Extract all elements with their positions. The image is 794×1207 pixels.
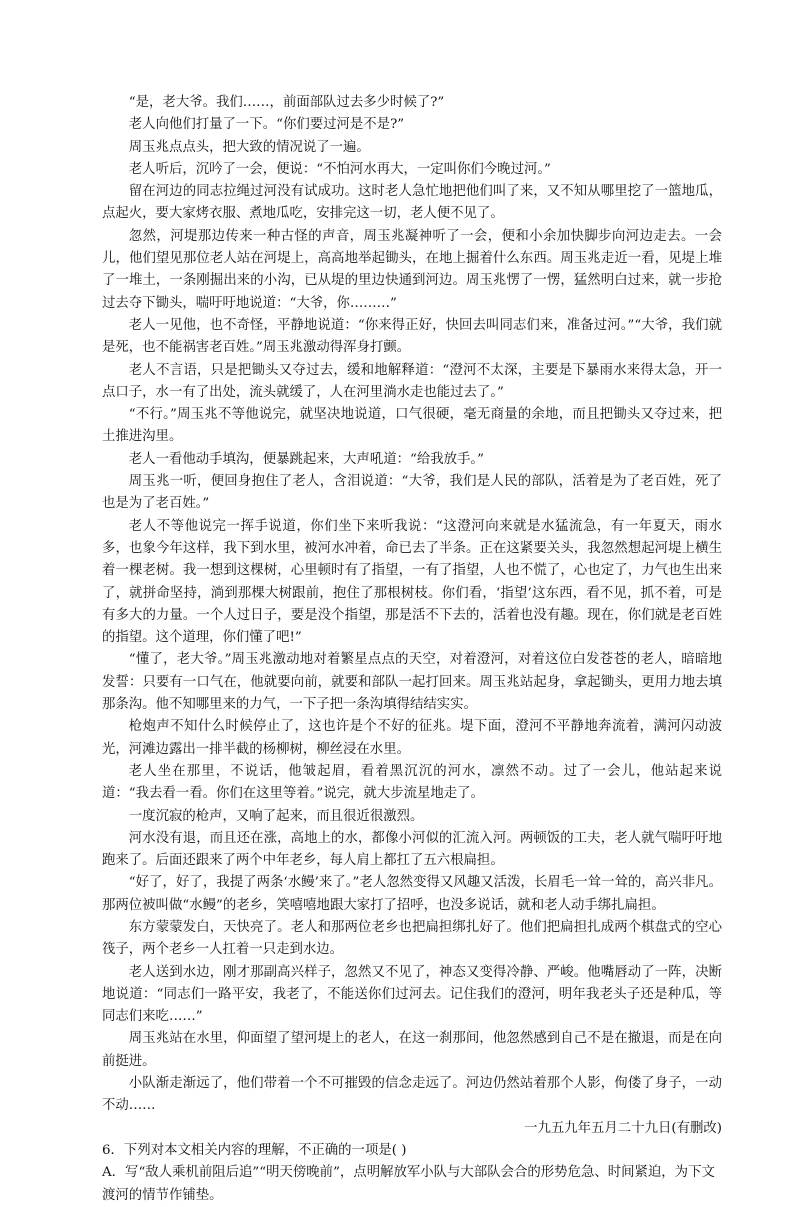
paragraph: 周玉兆站在水里，仰面望了望河堤上的老人，在这一刹那间，他忽然感到自己不是在撤退，而是在向前挺进。 bbox=[102, 1031, 722, 1069]
question-stem: 6．下列对本文相关内容的理解，不正确的一项是( ) bbox=[102, 1142, 407, 1158]
paragraph: 老人一看他动手填沟，便暴跳起来，大声吼道：“给我放手。” bbox=[128, 451, 484, 467]
paragraph: 河水没有退，而且还在涨，高地上的水，都像小河似的汇流入河。两顿饭的工夫，老人就气喘吁吁地跑来了。后面还跟来了两个中年老乡，每人肩上都扛了五六根扁担。 bbox=[102, 830, 722, 869]
date-note: 一九五九年五月二十九日(有删改) bbox=[524, 1120, 722, 1136]
paragraph: “不行。”周玉兆不等他说完，就坚决地说道，口气很硬，毫无商量的余地，而且把锄头又夺过来，把土推进沟里。 bbox=[102, 407, 722, 445]
paragraph: 周玉兆点点头，把大致的情况说了一遍。 bbox=[128, 139, 370, 155]
paragraph: 老人一见他，也不奇怪，平静地说道：“你来得正好，快回去叫同志们来，准备过河。”“大爷，我们就是死，也不能祸害老百姓。”周玉兆激动得浑身打颤。 bbox=[102, 317, 722, 356]
paragraph: 老人向他们打量了一下。“你们要过河是不是?” bbox=[128, 117, 405, 133]
paragraph: “好了，好了，我提了两条‘水鳗’来了。”老人忽然变得又风趣又活泼，长眉毛一耸一耸的，高兴非凡。那两位被叫做“水鳗”的老乡，笑嘻嘻地跟大家打了招呼，也没多说话，就和老人动手绑扎扁担。 bbox=[102, 875, 722, 913]
paragraph: 东方蒙蒙发白，天快亮了。老人和那两位老乡也把扁担绑扎好了。他们把扁担扎成两个棋盘式的空心筏子，两个老乡一人扛着一只走到水边。 bbox=[102, 919, 722, 958]
question-option-a: A．写“敌人乘机前阻后追”“明天傍晚前”，点明解放军小队与大部队会合的形势危急、时间紧迫，为下文渡河的情节作铺垫。 bbox=[102, 1165, 715, 1203]
paragraph: “懂了，老大爷。”周玉兆激动地对着繁星点点的天空，对着澄河，对着这位白发苍苍的老人，暗暗地发誓：只要有一口气在，他就要向前，就要和部队一起打回来。周玉兆站起身，拿起锄头，更用力地去填那条沟。他不知哪里来的力气，一下子把一条沟填得结结实实。 bbox=[102, 652, 722, 713]
paragraph: 老人不等他说完一挥手说道，你们坐下来听我说：“这澄河向来就是水猛流急，有一年夏天，雨水多，也象今年这样，我下到水里，被河水冲着，命已去了半条。正在这紧要关头，我忽然想起河堤上横生着一棵老树。我一想到这棵树，心里顿时有了指望，一有了指望，人也不慌了，心也定了，力气也生出来了，就拼命坚持，淌到那棵大树跟前，抱住了那根树枝。你们看，‘指望’这东西，看不见，抓不着，可是有多大的力量。一个人过日子，要是没个指望，那是活不下去的，活着也没有趣。现在，你们就是老百姓的指望。这个道理，你们懂了吧!” bbox=[102, 518, 722, 646]
paragraph: 小队渐走渐远了，他们带着一个不可摧毁的信念走远了。河边仍然站着那个人影，佝偻了身子，一动不动…… bbox=[102, 1076, 722, 1114]
paragraph: 忽然，河堤那边传来一种古怪的声音，周玉兆凝神听了一会，便和小余加快脚步向河边走去。一会儿，他们望见那位老人站在河堤上，高高地举起锄头，在地上掘着什么东西。周玉兆走近一看，见堤上堆了一堆土，一条刚掘出来的小沟，已从堤的里边快通到河边。周玉兆愣了一愣，猛然明白过来，就一步抢过去夺下锄头，喘吁吁地说道：“大爷，你………” bbox=[102, 228, 722, 311]
paragraph: 枪炮声不知什么时候停止了，这也许是个不好的征兆。堤下面，澄河不平静地奔流着，满河闪动波光，河滩边露出一排半截的杨柳树，柳丝浸在水里。 bbox=[102, 719, 722, 757]
document-page bbox=[102, 92, 722, 1207]
paragraph: 老人坐在那里，不说话，他皱起眉，看着黑沉沉的河水，凛然不动。过了一会儿，他站起来说道：“我去看一看。你们在这里等着。”说完，就大步流星地走了。 bbox=[102, 763, 722, 802]
paragraph: “是，老大爷。我们……，前面部队过去多少时候了?” bbox=[128, 95, 445, 110]
paragraph: 老人听后，沉吟了一会，便说：“不怕河水再大，一定叫你们今晚过河。” bbox=[128, 161, 551, 177]
paragraph: 老人送到水边，刚才那副高兴样子，忽然又不见了，神态又变得冷静、严峻。他嘴唇动了一阵，决断地说道：“同志们一路平安，我老了，不能送你们过河去。记住我们的澄河，明年我老头子还是种瓜，等同志们来吃……” bbox=[102, 964, 722, 1025]
paragraph: 老人不言语，只是把锄头又夺过去，缓和地解释道：“澄河不太深，主要是下暴雨水来得太急，开一点口子，水一有了出处，流头就缓了，人在河里淌水走也能过去了。” bbox=[102, 362, 722, 400]
paragraph: 周玉兆一听，便回身抱住了老人，含泪说道：“大爷，我们是人民的部队，活着是为了老百姓，死了也是为了老百姓。” bbox=[102, 474, 722, 512]
paragraph: 留在河边的同志拉绳过河没有试成功。这时老人急忙地把他们叫了来，又不知从哪里挖了一篮地瓜，点起火，要大家烤衣服、煮地瓜吃，安排完这一切，老人便不见了。 bbox=[102, 184, 722, 222]
paragraph: 一度沉寂的枪声，又响了起来，而且很近很激烈。 bbox=[128, 808, 424, 824]
